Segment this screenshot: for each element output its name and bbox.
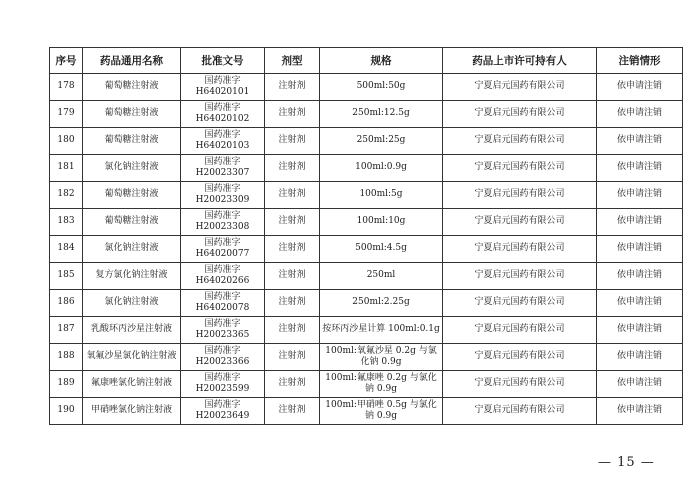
cell-spec: 250ml:2.25g	[320, 290, 443, 317]
cell-no: 185	[50, 263, 83, 290]
cell-no: 180	[50, 128, 83, 155]
cell-spec: 100ml:10g	[320, 209, 443, 236]
approval-number: H20023599	[195, 384, 250, 394]
table-row	[50, 74, 683, 101]
table-row	[50, 101, 683, 128]
cell-approval	[181, 290, 265, 317]
page-number: — 15 —	[598, 455, 655, 470]
cell-spec: 100ml:氧氟沙星 0.2g 与氯化钠 0.9g	[320, 344, 443, 371]
cell-approval	[181, 101, 265, 128]
table-row	[50, 317, 683, 344]
approval-number: H64020266	[195, 276, 250, 286]
cell-name: 氯化钠注射液	[83, 290, 181, 317]
header-row	[50, 48, 683, 74]
cell-form: 注射剂	[265, 371, 320, 398]
table-row	[50, 209, 683, 236]
approval-prefix: 国药准字	[204, 372, 241, 383]
cell-spec: 250ml:25g	[320, 128, 443, 155]
cell-form: 注射剂	[265, 182, 320, 209]
cell-no: 183	[50, 209, 83, 236]
cell-approval	[181, 182, 265, 209]
cell-no: 189	[50, 371, 83, 398]
cell-status: 依申请注销	[597, 74, 683, 101]
approval-prefix: 国药准字	[204, 156, 241, 167]
cell-name: 氟康唑氯化钠注射液	[83, 371, 181, 398]
approval-prefix: 国药准字	[204, 102, 241, 113]
header-spec: 规格	[320, 48, 443, 74]
cell-approval	[181, 128, 265, 155]
cell-no: 178	[50, 74, 83, 101]
cell-name: 葡萄糖注射液	[83, 209, 181, 236]
approval-number: H64020103	[195, 141, 250, 151]
cell-approval	[181, 236, 265, 263]
cell-approval	[181, 74, 265, 101]
cell-approval	[181, 263, 265, 290]
header-form: 剂型	[265, 48, 320, 74]
approval-number: H20023307	[195, 168, 250, 178]
approval-number: H64020078	[195, 303, 250, 313]
cell-approval	[181, 209, 265, 236]
cell-approval	[181, 398, 265, 425]
header-holder: 药品上市许可持有人	[443, 48, 597, 74]
cell-status: 依申请注销	[597, 128, 683, 155]
cell-no: 187	[50, 317, 83, 344]
cell-no: 190	[50, 398, 83, 425]
cell-form: 注射剂	[265, 344, 320, 371]
approval-prefix: 国药准字	[204, 291, 241, 302]
cell-form: 注射剂	[265, 74, 320, 101]
cell-status: 依申请注销	[597, 371, 683, 398]
approval-prefix: 国药准字	[204, 237, 241, 248]
cell-spec: 250ml	[320, 263, 443, 290]
cell-holder: 宁夏启元国药有限公司	[443, 398, 597, 425]
cell-name: 氯化钠注射液	[83, 236, 181, 263]
cell-name: 乳酸环丙沙星注射液	[83, 317, 181, 344]
header-approval: 批准文号	[181, 48, 265, 74]
approval-number: H20023649	[195, 411, 250, 421]
approval-prefix: 国药准字	[204, 183, 241, 194]
drug-cancellation-table	[49, 47, 683, 425]
cell-approval	[181, 155, 265, 182]
cell-name: 葡萄糖注射液	[83, 101, 181, 128]
cell-holder: 宁夏启元国药有限公司	[443, 128, 597, 155]
table-row	[50, 128, 683, 155]
approval-number: H64020102	[195, 114, 250, 124]
approval-prefix: 国药准字	[204, 129, 241, 140]
cell-form: 注射剂	[265, 209, 320, 236]
cell-holder: 宁夏启元国药有限公司	[443, 317, 597, 344]
table-row	[50, 182, 683, 209]
approval-prefix: 国药准字	[204, 318, 241, 329]
cell-status: 依申请注销	[597, 236, 683, 263]
cell-form: 注射剂	[265, 101, 320, 128]
cell-no: 188	[50, 344, 83, 371]
cell-form: 注射剂	[265, 263, 320, 290]
cell-approval	[181, 344, 265, 371]
cell-no: 181	[50, 155, 83, 182]
cell-no: 179	[50, 101, 83, 128]
table-row	[50, 371, 683, 398]
cell-name: 葡萄糖注射液	[83, 182, 181, 209]
approval-prefix: 国药准字	[204, 264, 241, 275]
cell-holder: 宁夏启元国药有限公司	[443, 74, 597, 101]
cell-spec: 按环丙沙星计算 100ml:0.1g	[320, 317, 443, 344]
cell-status: 依申请注销	[597, 317, 683, 344]
cell-status: 依申请注销	[597, 209, 683, 236]
cell-status: 依申请注销	[597, 101, 683, 128]
cell-form: 注射剂	[265, 398, 320, 425]
table-row	[50, 398, 683, 425]
table-row	[50, 236, 683, 263]
approval-number: H20023309	[195, 195, 250, 205]
cell-holder: 宁夏启元国药有限公司	[443, 155, 597, 182]
cell-status: 依申请注销	[597, 344, 683, 371]
approval-prefix: 国药准字	[204, 75, 241, 86]
cell-spec: 500ml:50g	[320, 74, 443, 101]
approval-number: H20023308	[195, 222, 250, 232]
cell-spec: 250ml:12.5g	[320, 101, 443, 128]
cell-spec: 100ml:0.9g	[320, 155, 443, 182]
cell-no: 182	[50, 182, 83, 209]
cell-status: 依申请注销	[597, 263, 683, 290]
cell-form: 注射剂	[265, 236, 320, 263]
cell-status: 依申请注销	[597, 155, 683, 182]
cell-holder: 宁夏启元国药有限公司	[443, 371, 597, 398]
cell-form: 注射剂	[265, 290, 320, 317]
cell-holder: 宁夏启元国药有限公司	[443, 101, 597, 128]
approval-number: H20023365	[195, 330, 250, 340]
cell-name: 葡萄糖注射液	[83, 128, 181, 155]
cell-status: 依申请注销	[597, 290, 683, 317]
approval-number: H64020101	[195, 87, 250, 97]
cell-form: 注射剂	[265, 317, 320, 344]
cell-holder: 宁夏启元国药有限公司	[443, 290, 597, 317]
cell-holder: 宁夏启元国药有限公司	[443, 344, 597, 371]
cell-approval	[181, 371, 265, 398]
approval-number: H64020077	[195, 249, 250, 259]
header-name: 药品通用名称	[83, 48, 181, 74]
cell-name: 甲硝唑氯化钠注射液	[83, 398, 181, 425]
cell-status: 依申请注销	[597, 398, 683, 425]
table-row	[50, 263, 683, 290]
cell-name: 氧氟沙星氯化钠注射液	[83, 344, 181, 371]
cell-holder: 宁夏启元国药有限公司	[443, 236, 597, 263]
cell-holder: 宁夏启元国药有限公司	[443, 263, 597, 290]
cell-no: 186	[50, 290, 83, 317]
table-row	[50, 155, 683, 182]
cell-form: 注射剂	[265, 155, 320, 182]
cell-form: 注射剂	[265, 128, 320, 155]
approval-number: H20023366	[195, 357, 250, 367]
header-status: 注销情形	[597, 48, 683, 74]
approval-prefix: 国药准字	[204, 345, 241, 356]
table-row	[50, 344, 683, 371]
approval-prefix: 国药准字	[204, 399, 241, 410]
cell-approval	[181, 317, 265, 344]
cell-status: 依申请注销	[597, 182, 683, 209]
cell-holder: 宁夏启元国药有限公司	[443, 209, 597, 236]
cell-holder: 宁夏启元国药有限公司	[443, 182, 597, 209]
approval-prefix: 国药准字	[204, 210, 241, 221]
table-row	[50, 290, 683, 317]
cell-spec: 100ml:氟康唑 0.2g 与氯化钠 0.9g	[320, 371, 443, 398]
cell-spec: 100ml:5g	[320, 182, 443, 209]
cell-name: 复方氯化钠注射液	[83, 263, 181, 290]
cell-name: 葡萄糖注射液	[83, 74, 181, 101]
cell-spec: 500ml:4.5g	[320, 236, 443, 263]
cell-name: 氯化钠注射液	[83, 155, 181, 182]
cell-no: 184	[50, 236, 83, 263]
header-no: 序号	[50, 48, 83, 74]
cell-spec: 100ml:甲硝唑 0.5g 与氯化钠 0.9g	[320, 398, 443, 425]
